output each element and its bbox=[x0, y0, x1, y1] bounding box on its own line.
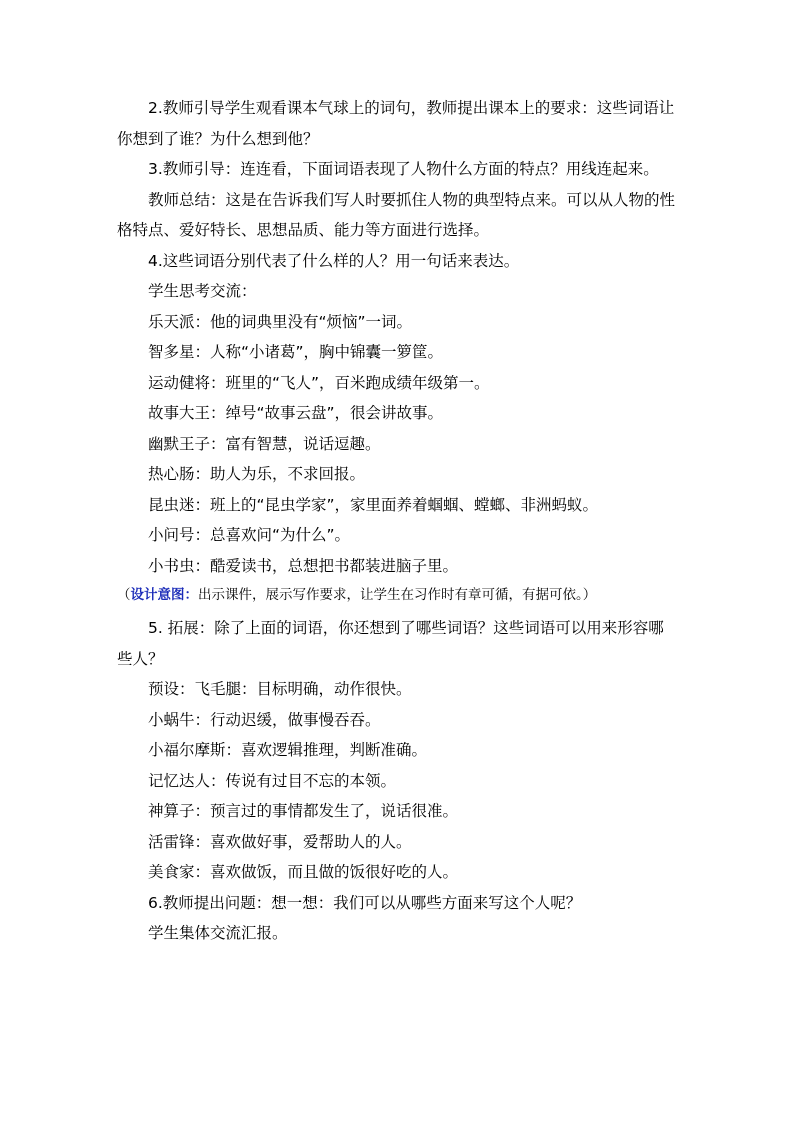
list-item-question-mark: 小问号：总喜欢问“为什么”。 bbox=[148, 526, 351, 544]
list-item-mastermind: 智多星：人称“小诸葛”，胸中锦囊一箩筐。 bbox=[148, 343, 444, 361]
paragraph-step-5: 5. 拓展：除了上面的词语，你还想到了哪些词语？这些词语可以用来形容哪些人？ bbox=[117, 619, 664, 668]
list-item-humor-prince: 幽默王子：富有智慧，说话逗趣。 bbox=[148, 434, 381, 453]
list-item-insect-fan: 昆虫迷：班上的“昆虫学家”，家里面养着蝈蝈、螳螂、非洲蚂蚁。 bbox=[148, 495, 599, 514]
list-item-bookworm: 小书虫：酷爱读书，总想把书都装进脑子里。 bbox=[148, 556, 459, 575]
list-item-fortune-teller: 神算子：预言过的事情都发生了，说话很准。 bbox=[148, 802, 459, 820]
list-item-little-snail: 小蜗牛：行动迟缓，做事慢吞吞。 bbox=[148, 710, 381, 729]
list-item-warm-hearted: 热心肠：助人为乐，不求回报。 bbox=[148, 465, 366, 483]
paragraph-step-2: 2.教师引导学生观看课本气球上的词句，教师提出课本上的要求：这些词语让你想到了谁？为什么想到他？ bbox=[117, 99, 675, 148]
note-open-bracket: （ bbox=[117, 587, 131, 603]
paragraph-student-exchange: 学生思考交流： bbox=[148, 282, 257, 300]
paragraph-step-6: 6.教师提出问题：想一想：我们可以从哪些方面来写这个人呢？ bbox=[148, 893, 582, 912]
design-intent-note bbox=[117, 583, 677, 607]
list-item-athlete: 运动健将：班里的“飞人”，百米跑成绩年级第一。 bbox=[148, 373, 490, 392]
paragraph-teacher-summary: 教师总结：这是在告诉我们写人时要抓住人物的典型特点来。可以从人物的性格特点、爱好特长、思想品质、能力等方面进行选择。 bbox=[117, 190, 676, 239]
list-item-living-leifeng: 活雷锋：喜欢做好事，爱帮助人的人。 bbox=[148, 832, 412, 851]
note-body: 出示课件，展示写作要求，让学生在习作时有章可循，有据可依。） bbox=[198, 587, 597, 603]
document-body bbox=[117, 93, 677, 949]
list-item-memory-master: 记忆达人：传说有过目不忘的本领。 bbox=[148, 771, 397, 790]
list-item-little-sherlock: 小福尔摩斯：喜欢逻辑推理，判断准确。 bbox=[148, 741, 428, 759]
paragraph-group-report: 学生集体交流汇报。 bbox=[148, 924, 288, 942]
list-item-foodie: 美食家：喜欢做饭，而且做的饭很好吃的人。 bbox=[148, 863, 459, 881]
paragraph-step-3: 3.教师引导：连连看，下面词语表现了人物什么方面的特点？用线连起来。 bbox=[148, 160, 659, 178]
note-title: 设计意图： bbox=[130, 587, 198, 603]
list-item-optimist: 乐天派：他的词典里没有“烦恼”一词。 bbox=[148, 312, 413, 331]
list-item-storyteller: 故事大王：绰号“故事云盘”，很会讲故事。 bbox=[148, 404, 444, 422]
list-item-flying-legs: 预设：飞毛腿：目标明确，动作很快。 bbox=[148, 680, 412, 698]
paragraph-step-4: 4.这些词语分别代表了什么样的人？用一句话来表达。 bbox=[148, 251, 520, 270]
